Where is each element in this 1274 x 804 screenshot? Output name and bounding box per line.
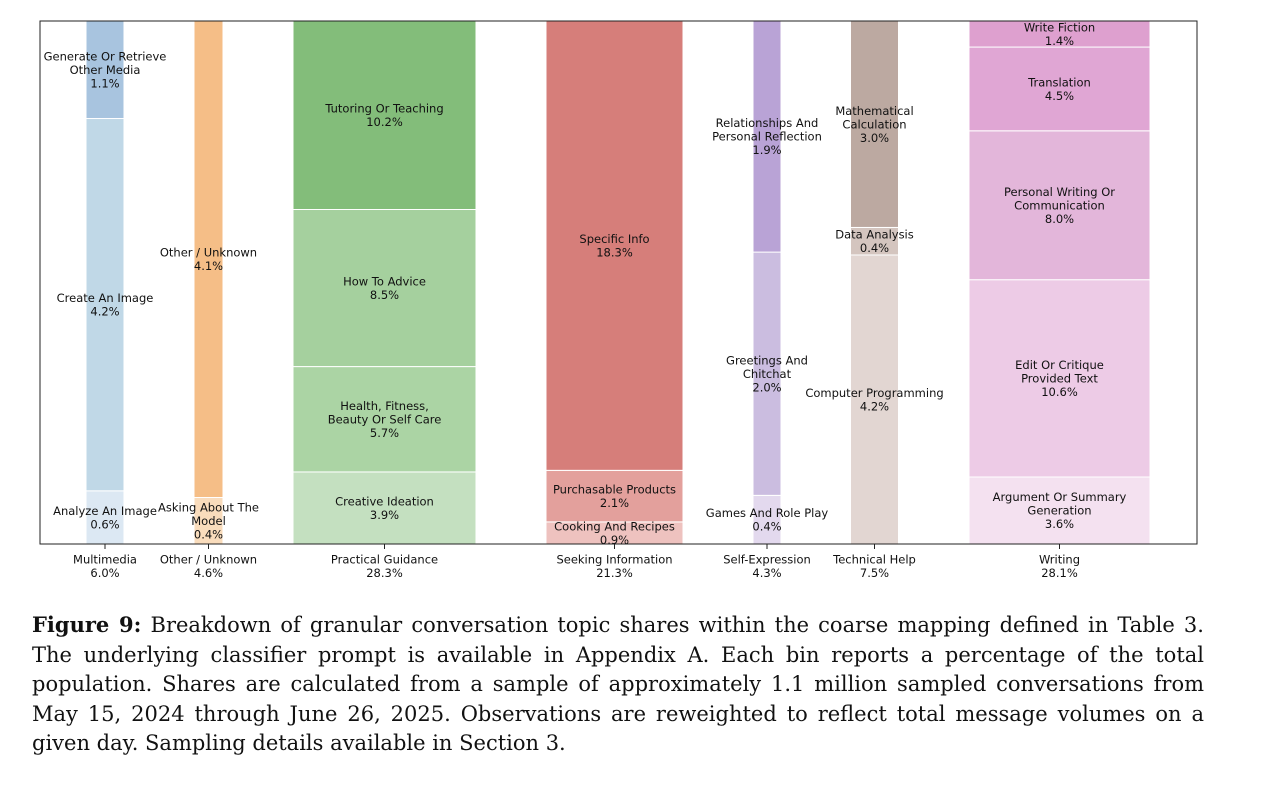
segment-label-writing-write-fiction: Write Fiction 1.4% — [1023, 20, 1096, 48]
segment-label-practical-guidance-health-fitness-beauty-or-self-care: Health, Fitness, Beauty Or Self Care 5.7% — [327, 398, 442, 440]
segment-label-writing-translation: Translation 4.5% — [1028, 75, 1091, 103]
segment-label-technical-help-computer-programming: Computer Programming 4.2% — [805, 385, 944, 414]
segment-label-self-expression-relationships-and-personal-reflection: Relationships And Personal Reflection 1.9% — [712, 116, 822, 158]
segment-label-seeking-information-specific-info: Specific Info 18.3% — [579, 232, 650, 260]
x-tick-label-multimedia: Multimedia 6.0% — [73, 552, 137, 580]
figure-caption-label: Figure 9: — [32, 612, 142, 637]
x-tick-label-other-unknown: Other / Unknown 4.6% — [159, 552, 258, 580]
segment-label-technical-help-data-analysis: Data Analysis 0.4% — [835, 227, 914, 256]
x-tick-label-technical-help: Technical Help 7.5% — [833, 552, 916, 580]
segment-label-multimedia-generate-or-retrieve-other-media: Generate Or Retrieve Other Media 1.1% — [43, 49, 167, 91]
segment-label-practical-guidance-tutoring-or-teaching: Tutoring Or Teaching 10.2% — [325, 101, 444, 130]
segment-label-writing-personal-writing-or-communication: Personal Writing Or Communication 8.0% — [1003, 184, 1116, 226]
segment-label-seeking-information-cooking-and-recipes: Cooking And Recipes 0.9% — [554, 519, 675, 547]
segment-label-other-unknown-other-unknown: Other / Unknown 4.1% — [159, 245, 258, 274]
segment-label-self-expression-games-and-role-play: Games And Role Play 0.4% — [705, 506, 829, 534]
segment-label-writing-edit-or-critique-provided-text: Edit Or Critique Provided Text 10.6% — [1015, 358, 1104, 399]
segments-layer — [86, 21, 1150, 547]
segment-label-self-expression-greetings-and-chitchat: Greetings And Chitchat 2.0% — [726, 353, 808, 395]
x-tick-label-self-expression: Self-Expression 4.3% — [723, 552, 811, 580]
segment-label-writing-argument-or-summary-generation: Argument Or Summary Generation 3.6% — [992, 490, 1127, 532]
segment-label-multimedia-create-an-image: Create An Image 4.2% — [56, 291, 154, 319]
segment-label-multimedia-analyze-an-image: Analyze An Image 0.6% — [53, 503, 157, 532]
x-tick-label-writing: Writing 28.1% — [1038, 552, 1081, 580]
segment-label-practical-guidance-creative-ideation: Creative Ideation 3.9% — [335, 494, 434, 522]
segment-label-seeking-information-purchasable-products: Purchasable Products 2.1% — [552, 482, 677, 510]
figure-caption — [32, 610, 1204, 759]
segment-label-technical-help-mathematical-calculation: Mathematical Calculation 3.0% — [835, 103, 914, 145]
figure-caption-text: Breakdown of granular conversation topic shares within the coarse mapping defined in Table 3. The underlying classifier prompt is available in Appendix A. Each bin reports a percentage of the total population. Shares are calculated from a sample of approximately 1.1 million sampled conversations from May 15, 2024 through June 26, 2025. Observations are reweighted to reflect total message volumes on a given day. Sampling details available in Section 3. — [32, 613, 1204, 755]
x-tick-label-seeking-information: Seeking Information 21.3% — [556, 552, 673, 580]
category-ticks-layer — [73, 544, 1080, 580]
segment-label-other-unknown-asking-about-the-model: Asking About The Model 0.4% — [157, 500, 260, 542]
x-tick-label-practical-guidance: Practical Guidance 28.3% — [330, 552, 439, 580]
segment-label-practical-guidance-how-to-advice: How To Advice 8.5% — [343, 274, 426, 302]
